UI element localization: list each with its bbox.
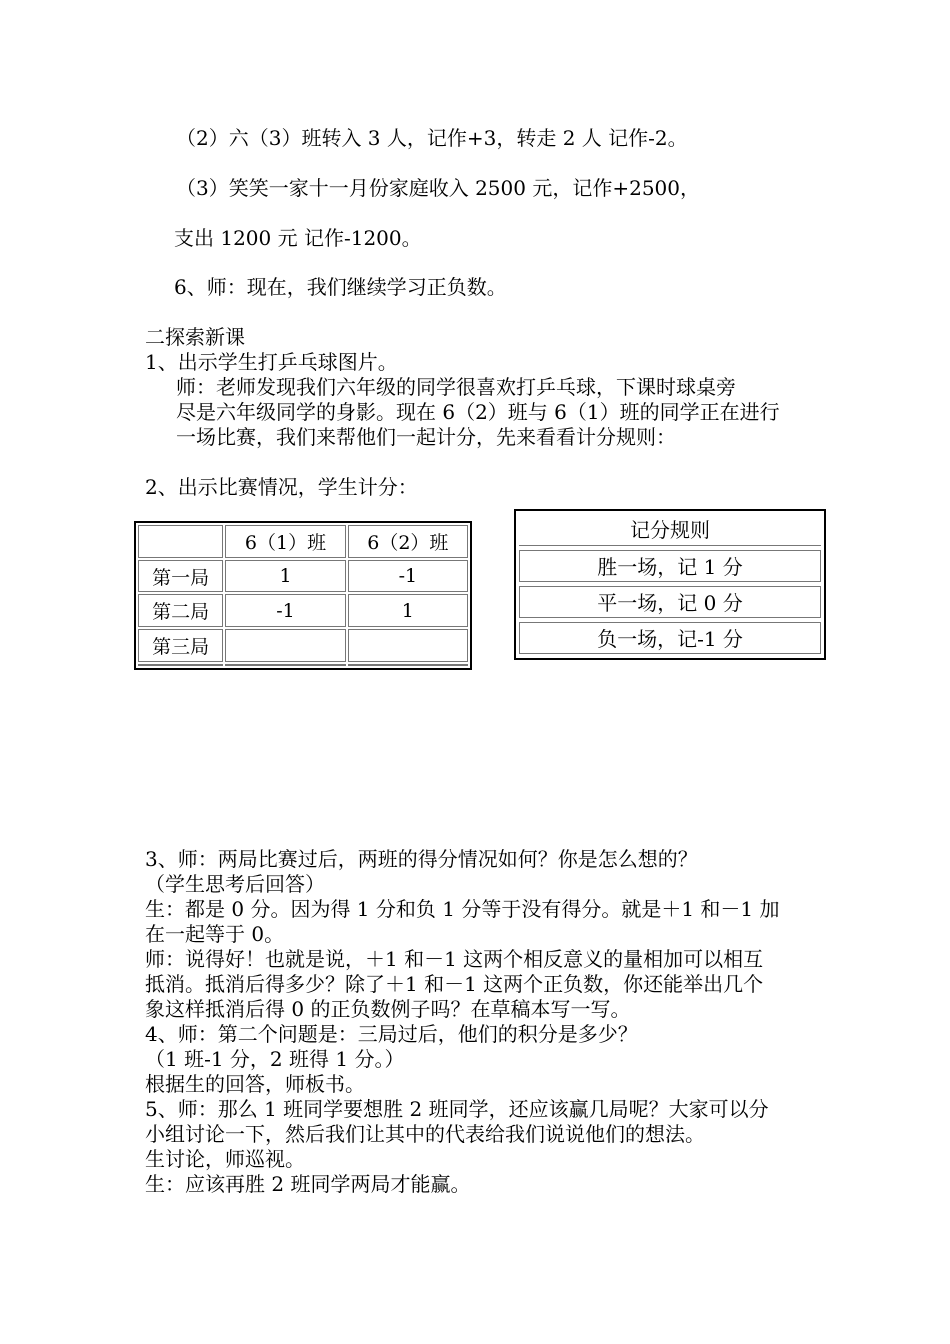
text-line: 5、师：那么 1 班同学要想胜 2 班同学，还应该赢几局呢？大家可以分	[145, 1097, 769, 1121]
text-line: 2、出示比赛情况，学生计分：	[145, 475, 418, 499]
table-cell	[348, 629, 468, 662]
table-cell: 1	[348, 594, 468, 627]
table-cell: 1	[225, 560, 345, 593]
text-line: 象这样抵消后得 0 的正负数例子吗？在草稿本写一写。	[145, 997, 631, 1021]
rules-table	[514, 509, 826, 660]
text-line: 根据生的回答，师板书。	[145, 1072, 365, 1096]
table-cell: -1	[225, 594, 345, 627]
text-line: （1 班-1 分，2 班得 1 分。）	[145, 1047, 405, 1071]
text-line: 在一起等于 0。	[145, 922, 285, 946]
text-line: 3、师：两局比赛过后，两班的得分情况如何？你是怎么想的？	[145, 847, 698, 871]
text-line: 1、出示学生打乒乓球图片。	[145, 350, 398, 374]
table-cell	[225, 629, 345, 662]
text-line: 师：说得好！也就是说，＋1 和－1 这两个相反意义的量相加可以相互	[145, 947, 764, 971]
text-line: 6、师：现在，我们继续学习正负数。	[174, 275, 507, 299]
table-cell: 第三局	[138, 629, 223, 662]
table-cell	[138, 525, 223, 558]
text-line: （2）六（3）班转入 3 人，记作+3，转走 2 人 记作-2。	[176, 126, 688, 150]
text-line: （3）笑笑一家十一月份家庭收入 2500 元，记作+2500，	[176, 176, 700, 200]
table-cell	[225, 664, 345, 666]
text-line: 生：都是 0 分。因为得 1 分和负 1 分等于没有得分。就是＋1 和－1 加	[145, 897, 780, 921]
rules-title: 记分规则	[519, 514, 821, 546]
section-heading: 二探索新课	[145, 325, 245, 349]
rule-item: 负一场，记-1 分	[519, 622, 821, 654]
table-cell	[348, 664, 468, 666]
text-line: 支出 1200 元 记作-1200。	[174, 226, 422, 250]
text-line: 4、师：第二个问题是：三局过后，他们的积分是多少？	[145, 1022, 638, 1046]
text-line: 尽是六年级同学的身影。现在 6（2）班与 6（1）班的同学正在进行	[176, 400, 780, 424]
text-line: 一场比赛，我们来帮他们一起计分，先来看看计分规则：	[176, 425, 676, 449]
table-header-cell: 6（1）班	[225, 525, 345, 558]
text-line: （学生思考后回答）	[145, 872, 325, 896]
score-table	[134, 521, 472, 670]
table-header-cell: 6（2）班	[348, 525, 468, 558]
table-row	[138, 525, 468, 558]
table-row	[138, 560, 468, 593]
table-cell: 第二局	[138, 594, 223, 627]
rule-item: 胜一场，记 1 分	[519, 550, 821, 582]
table-cell	[138, 664, 223, 666]
table-row	[138, 594, 468, 627]
table-row	[138, 629, 468, 662]
text-line: 生讨论，师巡视。	[145, 1147, 305, 1171]
table-cell: -1	[348, 560, 468, 593]
text-line: 抵消。抵消后得多少？除了＋1 和－1 这两个正负数，你还能举出几个	[145, 972, 764, 996]
text-line: 生：应该再胜 2 班同学两局才能赢。	[145, 1172, 471, 1196]
table-cell: 第一局	[138, 560, 223, 593]
text-line: 师：老师发现我们六年级的同学很喜欢打乒乓球，下课时球桌旁	[176, 375, 736, 399]
rule-item: 平一场，记 0 分	[519, 586, 821, 618]
text-line: 小组讨论一下，然后我们让其中的代表给我们说说他们的想法。	[145, 1122, 705, 1146]
table-row	[138, 664, 468, 666]
